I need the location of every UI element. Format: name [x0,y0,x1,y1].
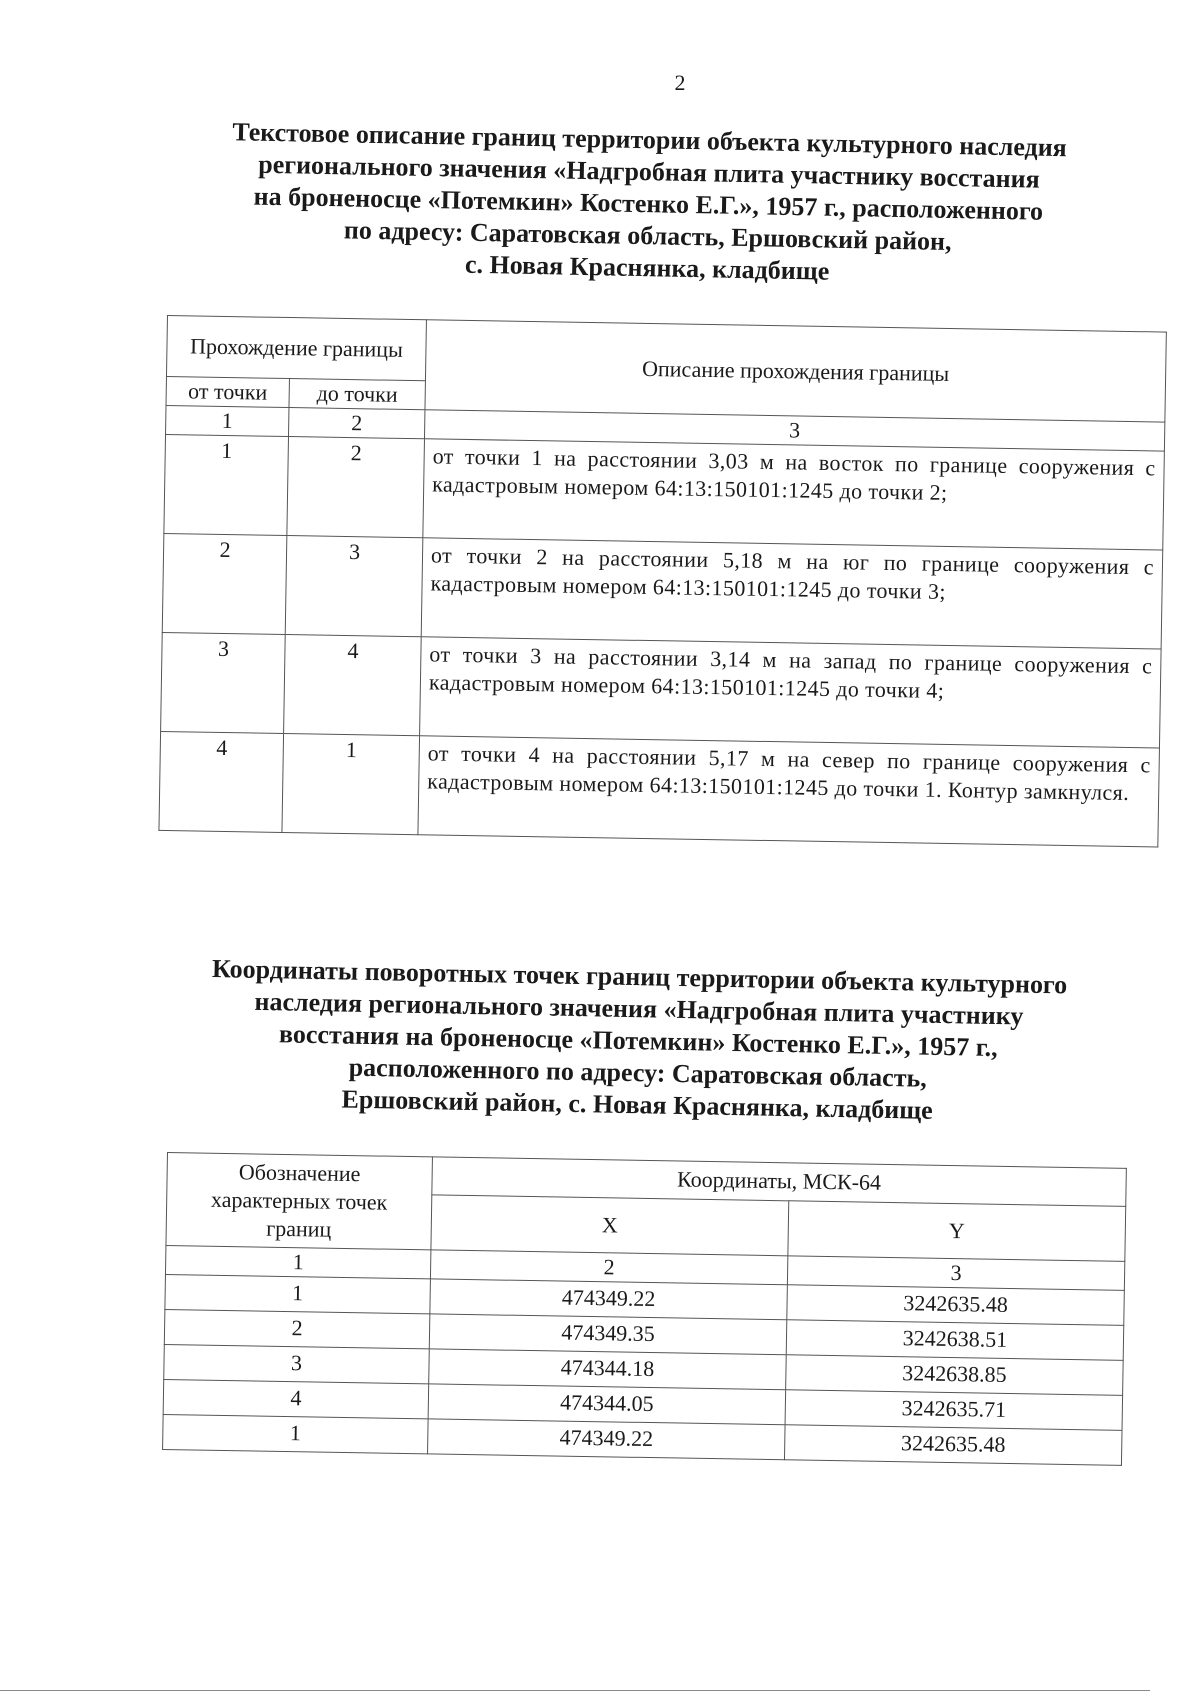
header-y: Y [788,1201,1126,1262]
column-index: 3 [424,410,1164,451]
point-cell: 3 [164,1344,430,1383]
scan-edge-line [0,1690,1150,1691]
heading-line: восстания на броненосце «Потемкин» Костенко Е.Г.», 1957 г., [278,1019,998,1063]
from-point-cell: 3 [161,632,286,733]
heading-line: на броненосце «Потемкин» Костенко Е.Г.», 1957 г., расположенного [253,181,1044,226]
y-cell: 3242635.71 [785,1390,1123,1431]
heading-line: Координаты поворотных точек границ территории объекта культурного [211,954,1068,1000]
to-point-cell: 3 [285,536,423,637]
header-point-designation: Обозначение характерных точек границ [166,1153,433,1250]
heading-line: с. Новая Краснянка, кладбище [464,249,830,286]
coordinates-table [162,1152,1127,1466]
from-point-cell: 4 [159,731,284,832]
heading-line: наследия регионального значения «Надгробная плита участнику [254,986,1024,1031]
from-point-cell: 2 [162,533,287,634]
column-index: 1 [165,1245,430,1278]
point-cell: 4 [163,1379,429,1418]
to-point-cell: 1 [282,733,420,834]
heading-line: Ершовский район, с. Новая Краснянка, кладбище [341,1084,934,1125]
y-cell: 3242638.85 [786,1355,1124,1396]
point-cell: 2 [164,1309,430,1348]
x-cell: 474344.05 [428,1384,786,1425]
boundary-description-table [158,315,1166,848]
x-cell: 474349.22 [430,1279,788,1320]
table-row [164,434,1165,550]
column-index: 2 [289,408,425,439]
header-coordinates: Координаты, МСК-64 [432,1157,1127,1206]
to-point-cell: 4 [284,635,422,736]
header-boundary-passage: Прохождение границы [166,316,426,381]
y-cell: 3242638.51 [786,1320,1124,1361]
x-cell: 474344.18 [429,1349,787,1390]
table-row [159,731,1160,847]
column-index: 2 [430,1250,787,1285]
description-cell: от точки 1 на расстоянии 3,03 м на восток по границе сооружения с кадастровым номером 64:13:150101:1245 до точки 2; [423,439,1165,550]
point-cell: 1 [165,1274,431,1313]
point-cell: 1 [163,1414,429,1453]
heading-line: расположенного по адресу: Саратовская область, [348,1052,928,1093]
y-cell: 3242635.48 [787,1285,1125,1326]
from-point-cell: 1 [164,434,289,535]
column-index: 3 [787,1256,1124,1291]
description-cell: от точки 3 на расстоянии 3,14 м на запад по границе сооружения с кадастровым номером 64:13:150101:1245 до точки 4; [420,637,1162,748]
to-point-cell: 2 [287,437,425,538]
description-cell: от точки 4 на расстоянии 5,17 м на север по границе сооружения с кадастровым номером 64:13:150101:1245 до точки 1. Контур замкнулся. [418,736,1160,847]
header-description: Описание прохождения границы [425,320,1166,422]
header-x: X [431,1195,789,1256]
header-from-point: от точки [166,376,289,407]
coordinates-heading [157,952,1120,1130]
table-row [161,632,1162,748]
table-row [162,533,1163,649]
x-cell: 474349.35 [429,1314,787,1355]
column-index: 1 [166,405,289,436]
header-to-point: до точки [289,379,425,410]
description-cell: от точки 2 на расстоянии 5,18 м на юг по границе сооружения с кадастровым номером 64:13:150101:1245 до точки 3; [421,538,1163,649]
boundary-description-heading [167,115,1130,293]
x-cell: 474349.22 [428,1419,786,1460]
heading-line: по адресу: Саратовская область, Ершовский район, [343,215,952,257]
y-cell: 3242635.48 [784,1425,1122,1466]
page-number: 2 [674,70,686,95]
heading-line: регионального значения «Надгробная плита участнику восстания [258,149,1040,194]
heading-line: Текстовое описание границ территории объекта культурного наследия [232,117,1068,163]
